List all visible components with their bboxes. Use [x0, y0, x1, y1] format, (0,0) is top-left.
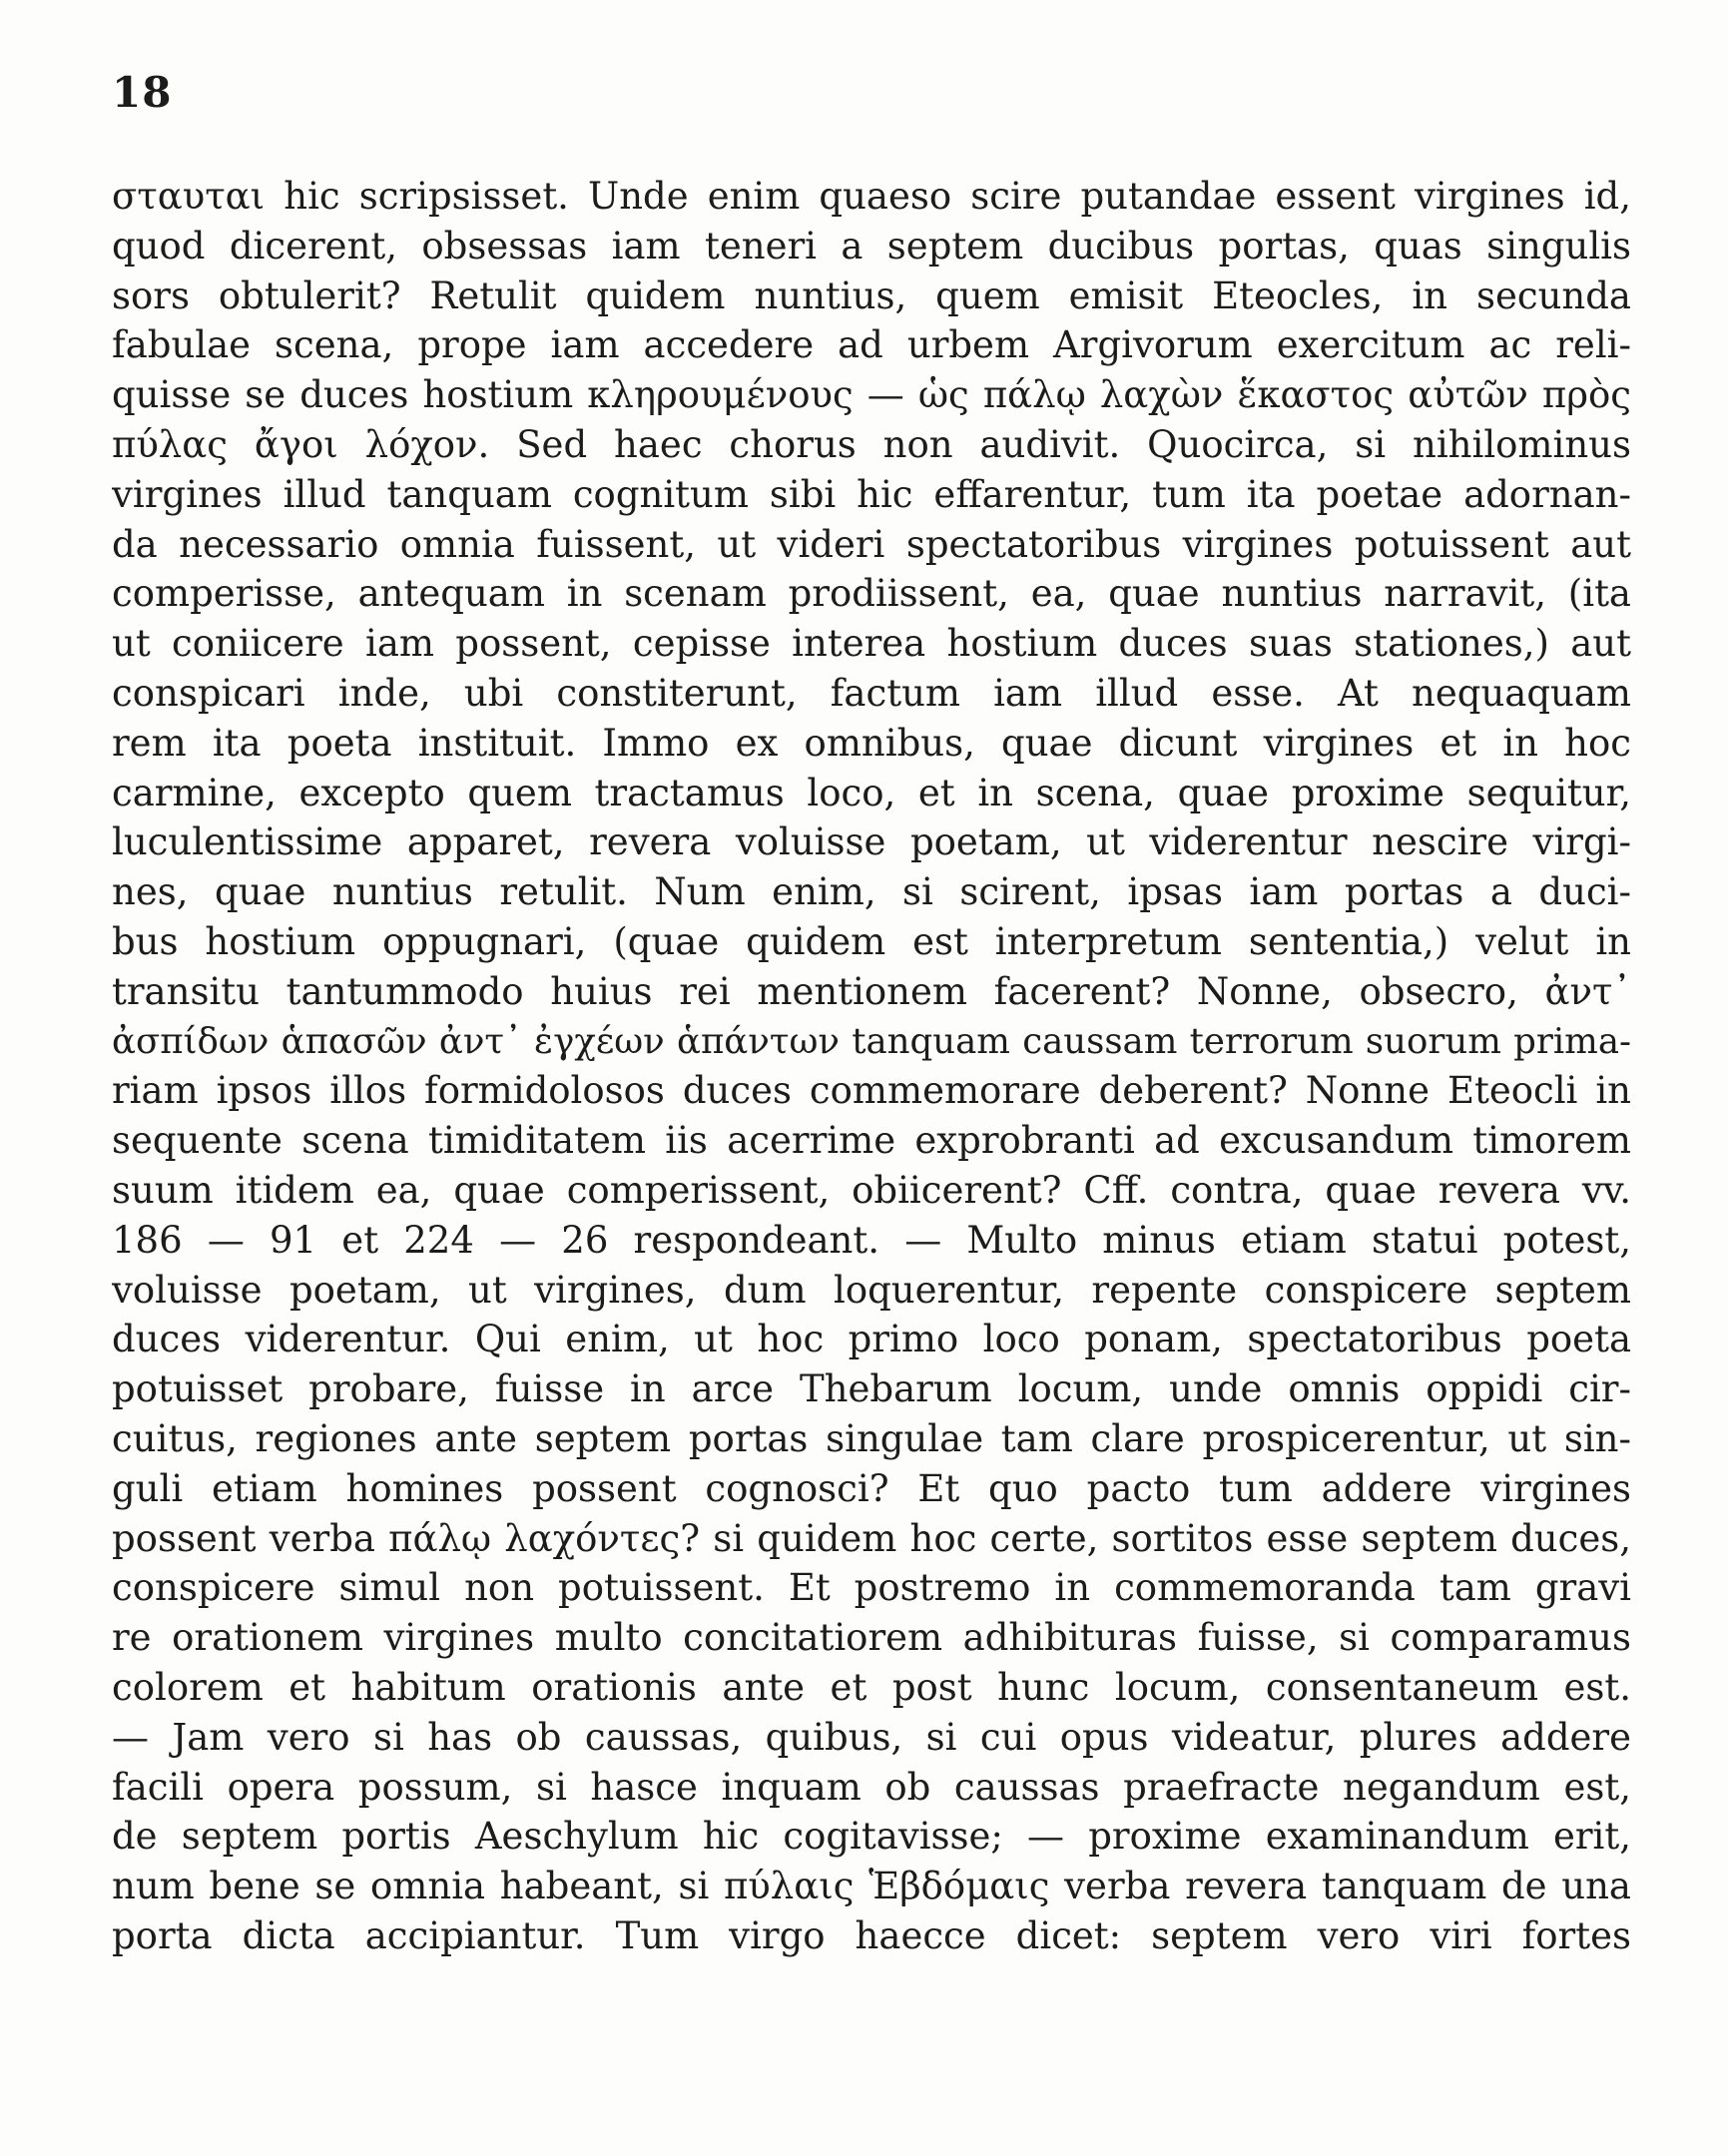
text-line: possent verba πάλῳ λαχόντες? si quidem hoc certe, sortitos esse septem duces, [112, 1516, 1631, 1560]
text-line: conspicari inde, ubi constiterunt, factum iam illud esse. At nequaquam [112, 671, 1631, 715]
text-line: riam ipsos illos formidolosos duces commemorare deberent? Nonne Eteocli in [112, 1069, 1631, 1113]
text-line: conspicere simul non potuissent. Et postremo in commemoranda tam gravi [112, 1566, 1631, 1610]
text-line: ut coniicere iam possent, cepisse interea hostium duces suas stationes,) aut [112, 622, 1631, 666]
text-line: voluisse poetam, ut virgines, dum loquerentur, repente conspicere septem [112, 1268, 1631, 1312]
text-line: potuisset probare, fuisse in arce Thebarum locum, unde omnis oppidi cir- [112, 1367, 1631, 1411]
text-line: duces viderentur. Qui enim, ut hoc primo loco ponam, spectatoribus poeta [112, 1318, 1631, 1361]
text-line: quod dicerent, obsessas iam teneri a septem ducibus portas, quas singulis [112, 224, 1631, 268]
text-line: 186 — 91 et 224 — 26 respondeant. — Multo minus etiam statui potest, [112, 1218, 1631, 1262]
text-line: σταυται hic scripsisset. Unde enim quaeso scire putandae essent virgines id, [112, 175, 1631, 218]
text-line: facili opera possum, si hasce inquam ob caussas praefracte negandum est, [112, 1765, 1631, 1809]
text-line: porta dicta accipiantur. Tum virgo haecce dicet: septem vero viri fortes [112, 1913, 1631, 1957]
text-line: cuitus, regiones ante septem portas singulae tam clare prospicerentur, ut sin- [112, 1416, 1631, 1460]
page-number: 18 [112, 68, 173, 117]
text-line: bus hostium oppugnari, (quae quidem est interpretum sententia,) velut in [112, 919, 1631, 963]
text-line: re orationem virgines multo concitatiorem adhibituras fuisse, si comparamus [112, 1616, 1631, 1660]
text-line: comperisse, antequam in scenam prodiissent, ea, quae nuntius narravit, (ita [112, 572, 1631, 616]
body-text [112, 172, 1631, 1961]
text-line: de septem portis Aeschylum hic cogitavisse; — proxime examinandum erit, [112, 1815, 1631, 1859]
text-line: quisse se duces hostium κληρουμένους — ὡς πάλῳ λαχὼν ἕκαστος αὐτῶν πρὸς [112, 373, 1631, 417]
text-line: luculentissime apparet, revera voluisse poetam, ut viderentur nescire virgi- [112, 820, 1631, 864]
text-line: ἀσπίδων ἁπασῶν ἀντ᾽ ἐγχέων ἁπάντων tanquam caussam terrorum suorum prima- [112, 1020, 1631, 1062]
text-line: suum itidem ea, quae comperissent, obiicerent? Cff. contra, quae revera vv. [112, 1168, 1631, 1212]
text-line: πύλας ἄγοι λόχον. Sed haec chorus non audivit. Quocirca, si nihilominus [112, 422, 1631, 466]
text-line: guli etiam homines possent cognosci? Et quo pacto tum addere virgines [112, 1466, 1631, 1510]
text-line: sors obtulerit? Retulit quidem nuntius, quem emisit Eteocles, in secunda [112, 273, 1631, 317]
text-line: rem ita poeta instituit. Immo ex omnibus, quae dicunt virgines et in hoc [112, 721, 1631, 765]
text-line: carmine, excepto quem tractamus loco, et in scena, quae proxime sequitur, [112, 771, 1631, 814]
text-line: nes, quae nuntius retulit. Num enim, si scirent, ipsas iam portas a duci- [112, 870, 1631, 914]
text-line: num bene se omnia habeant, si πύλαις Ἑβδόμαις verba revera tanquam de una [112, 1865, 1631, 1908]
text-line: fabulae scena, prope iam accedere ad urbem Argivorum exercitum ac reli- [112, 323, 1631, 367]
text-line: sequente scena timiditatem iis acerrime exprobranti ad excusandum timorem [112, 1119, 1631, 1163]
text-line: — Jam vero si has ob caussas, quibus, si cui opus videatur, plures addere [112, 1715, 1631, 1759]
text-line: virgines illud tanquam cognitum sibi hic effarentur, tum ita poetae adornan- [112, 472, 1631, 516]
text-line: da necessario omnia fuissent, ut videri spectatoribus virgines potuissent aut [112, 522, 1631, 566]
text-line: colorem et habitum orationis ante et post hunc locum, consentaneum est. [112, 1665, 1631, 1709]
text-line: transitu tantummodo huius rei mentionem facerent? Nonne, obsecro, ἀντ᾽ [112, 969, 1631, 1013]
